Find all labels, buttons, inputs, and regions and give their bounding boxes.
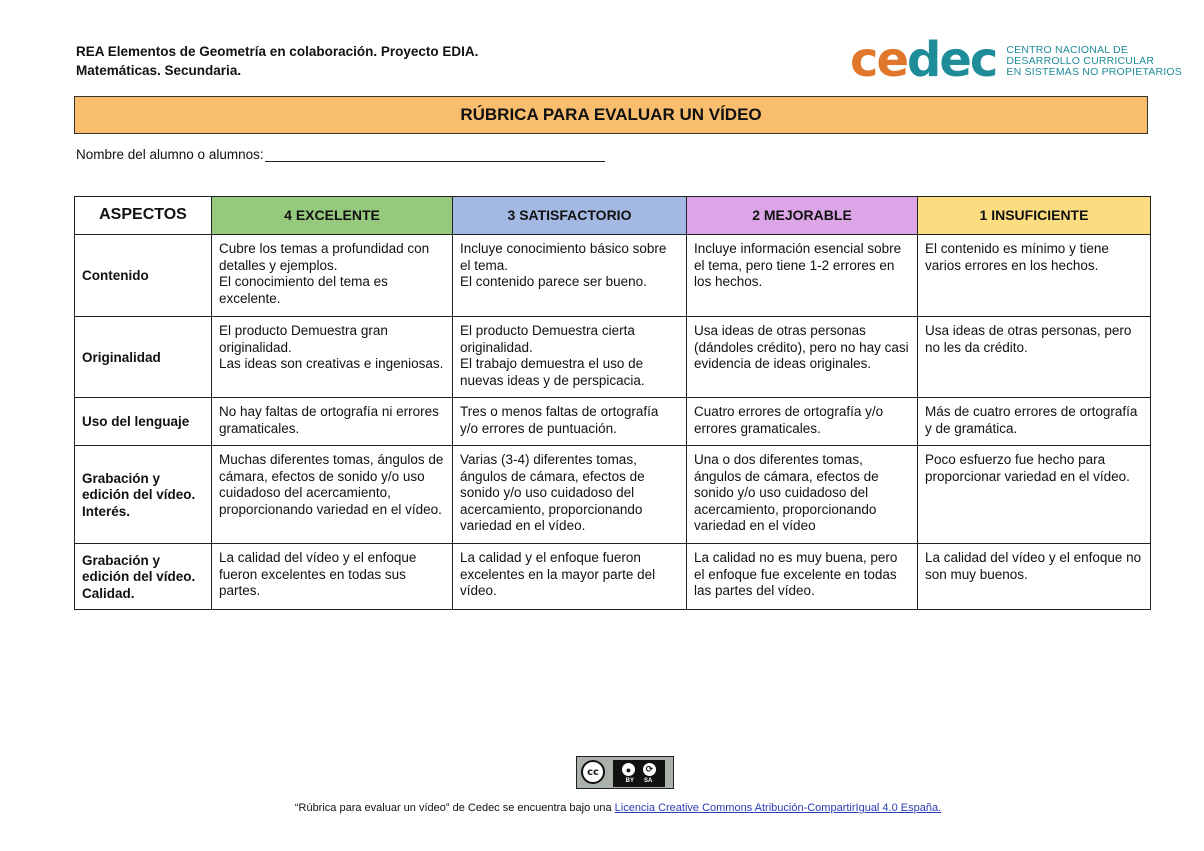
- criterion-text: Tres o menos faltas de ortografía y/o errores de puntuación.: [460, 404, 659, 436]
- criterion-text: El contenido parece ser bueno.: [460, 274, 647, 289]
- rubric-header-row: [75, 197, 1151, 235]
- student-name-field: [76, 147, 605, 162]
- logo-wordmark: [850, 32, 997, 88]
- criterion-text: Incluye información esencial sobre el tema, pero tiene 1-2 errores en los hechos.: [694, 241, 902, 289]
- criterion-text: El conocimiento del tema es excelente.: [219, 274, 388, 306]
- criterion-cell: [918, 317, 1151, 398]
- header-line-1: REA Elementos de Geometría en colaboración. Proyecto EDIA.: [76, 44, 479, 59]
- criterion-cell: [212, 317, 453, 398]
- criterion-cell: [918, 235, 1151, 317]
- cc-attribution-block: [613, 760, 665, 787]
- aspect-label: [75, 317, 212, 398]
- criterion-cell: [453, 398, 687, 446]
- rubric-table: [74, 196, 1151, 610]
- by-person-icon: ●: [621, 762, 636, 777]
- criterion-cell: [212, 398, 453, 446]
- criterion-cell: [212, 235, 453, 317]
- criterion-text: Usa ideas de otras personas, pero no les da crédito.: [925, 323, 1132, 355]
- aspect-label: [75, 446, 212, 544]
- column-header-level-3: 2 MEJORABLE: [687, 197, 918, 235]
- cc-by-label: BY: [625, 778, 634, 784]
- aspect-label: [75, 398, 212, 446]
- criterion-text: Cuatro errores de ortografía y/o errores gramaticales.: [694, 404, 884, 436]
- aspect-label: [75, 544, 212, 610]
- cedec-logo: [850, 32, 1182, 88]
- aspect-label-line: Contenido: [82, 268, 149, 284]
- criterion-cell: [918, 544, 1151, 610]
- aspect-label-line: Grabación y edición del vídeo.: [82, 552, 196, 585]
- criterion-text: El producto Demuestra gran originalidad.: [219, 323, 388, 355]
- logo-tagline: [1006, 45, 1182, 78]
- logo-tagline-1: CENTRO NACIONAL DE: [1006, 43, 1129, 56]
- document-header: [76, 42, 478, 80]
- criterion-cell: [687, 446, 918, 544]
- column-header-level-2: 3 SATISFACTORIO: [453, 197, 687, 235]
- aspect-label-line: Uso del lenguaje: [82, 414, 190, 430]
- logo-tagline-2: DESARROLLO CURRICULAR: [1006, 54, 1155, 67]
- aspect-label-line: Originalidad: [82, 349, 161, 365]
- criterion-cell: [687, 544, 918, 610]
- criterion-text: Cubre los temas a profundidad con detalles y ejemplos.: [219, 241, 430, 273]
- criterion-text: Incluye conocimiento básico sobre el tema.: [460, 241, 667, 273]
- criterion-text: Muchas diferentes tomas, ángulos de cámara, efectos de sonido y/o uso cuidadoso del acercamiento, proporcionando variedad en el vídeo.: [219, 452, 444, 517]
- criterion-text: Más de cuatro errores de ortografía y de gramática.: [925, 404, 1138, 436]
- criterion-text: La calidad del vídeo y el enfoque no son muy buenos.: [925, 550, 1142, 582]
- criterion-cell: [687, 317, 918, 398]
- table-row: [75, 544, 1151, 610]
- cc-icon: cc: [581, 760, 605, 784]
- criterion-text: No hay faltas de ortografía ni errores gramaticales.: [219, 404, 439, 436]
- criterion-cell: [687, 235, 918, 317]
- table-row: [75, 446, 1151, 544]
- criterion-cell: [453, 446, 687, 544]
- aspect-label: [75, 235, 212, 317]
- header-line-2: Matemáticas. Secundaria.: [76, 63, 242, 78]
- criterion-cell: [453, 544, 687, 610]
- table-row: [75, 235, 1151, 317]
- logo-word-part-1: ce: [850, 32, 908, 88]
- student-name-label: Nombre del alumno o alumnos:: [76, 147, 264, 162]
- aspect-label-line: Calidad.: [82, 585, 135, 601]
- student-name-line[interactable]: [265, 148, 605, 162]
- criterion-text: El producto Demuestra cierta originalidad.: [460, 323, 635, 355]
- page-title: RÚBRICA PARA EVALUAR UN VÍDEO: [74, 96, 1148, 134]
- criterion-text: Poco esfuerzo fue hecho para proporcionar variedad en el vídeo.: [925, 452, 1130, 484]
- column-header-aspects: ASPECTOS: [75, 197, 212, 235]
- license-link[interactable]: Licencia Creative Commons Atribución-CompartirIgual 4.0 España.: [614, 802, 942, 814]
- criterion-cell: [918, 446, 1151, 544]
- criterion-text: La calidad no es muy buena, pero el enfoque fue excelente en todas las partes del vídeo.: [694, 550, 898, 598]
- aspect-label-line: Interés.: [82, 503, 131, 519]
- criterion-cell: [212, 446, 453, 544]
- table-row: [75, 317, 1151, 398]
- share-alike-icon: ⟳: [642, 762, 657, 777]
- criterion-text: La calidad del vídeo y el enfoque fueron excelentes en todas sus partes.: [219, 550, 417, 598]
- column-header-level-4: 1 INSUFICIENTE: [918, 197, 1151, 235]
- criterion-cell: [687, 398, 918, 446]
- criterion-text: La calidad y el enfoque fueron excelentes en la mayor parte del vídeo.: [460, 550, 656, 598]
- criterion-text: Las ideas son creativas e ingeniosas.: [219, 356, 444, 371]
- criterion-cell: [918, 398, 1151, 446]
- table-row: [75, 398, 1151, 446]
- aspect-label-line: Grabación y edición del vídeo.: [82, 470, 196, 503]
- license-text: “Rúbrica para evaluar un vídeo” de Cedec se encuentra bajo una: [294, 802, 615, 814]
- criterion-text: El contenido es mínimo y tiene varios errores en los hechos.: [925, 241, 1109, 273]
- cc-license-badge[interactable]: [576, 756, 674, 789]
- criterion-text: Varias (3-4) diferentes tomas, ángulos de cámara, efectos de sonido y/o uso cuidadoso del acercamiento, proporcionando variedad en el vídeo.: [460, 452, 645, 533]
- criterion-text: Usa ideas de otras personas (dándoles crédito), pero no hay casi evidencia de ideas originales.: [694, 323, 909, 371]
- column-header-level-1: 4 EXCELENTE: [212, 197, 453, 235]
- criterion-cell: [453, 317, 687, 398]
- cc-sa-label: SA: [644, 778, 653, 784]
- criterion-cell: [212, 544, 453, 610]
- logo-tagline-3: EN SISTEMAS NO PROPIETARIOS: [1006, 65, 1182, 78]
- criterion-text: Una o dos diferentes tomas, ángulos de cámara, efectos de sonido y/o uso cuidadoso del acercamiento, proporcionando variedad en el vídeo: [694, 452, 879, 533]
- criterion-text: El trabajo demuestra el uso de nuevas ideas y de perspicacia.: [460, 356, 645, 388]
- criterion-cell: [453, 235, 687, 317]
- license-footer: [0, 802, 1204, 814]
- logo-word-part-2: dec: [907, 32, 997, 88]
